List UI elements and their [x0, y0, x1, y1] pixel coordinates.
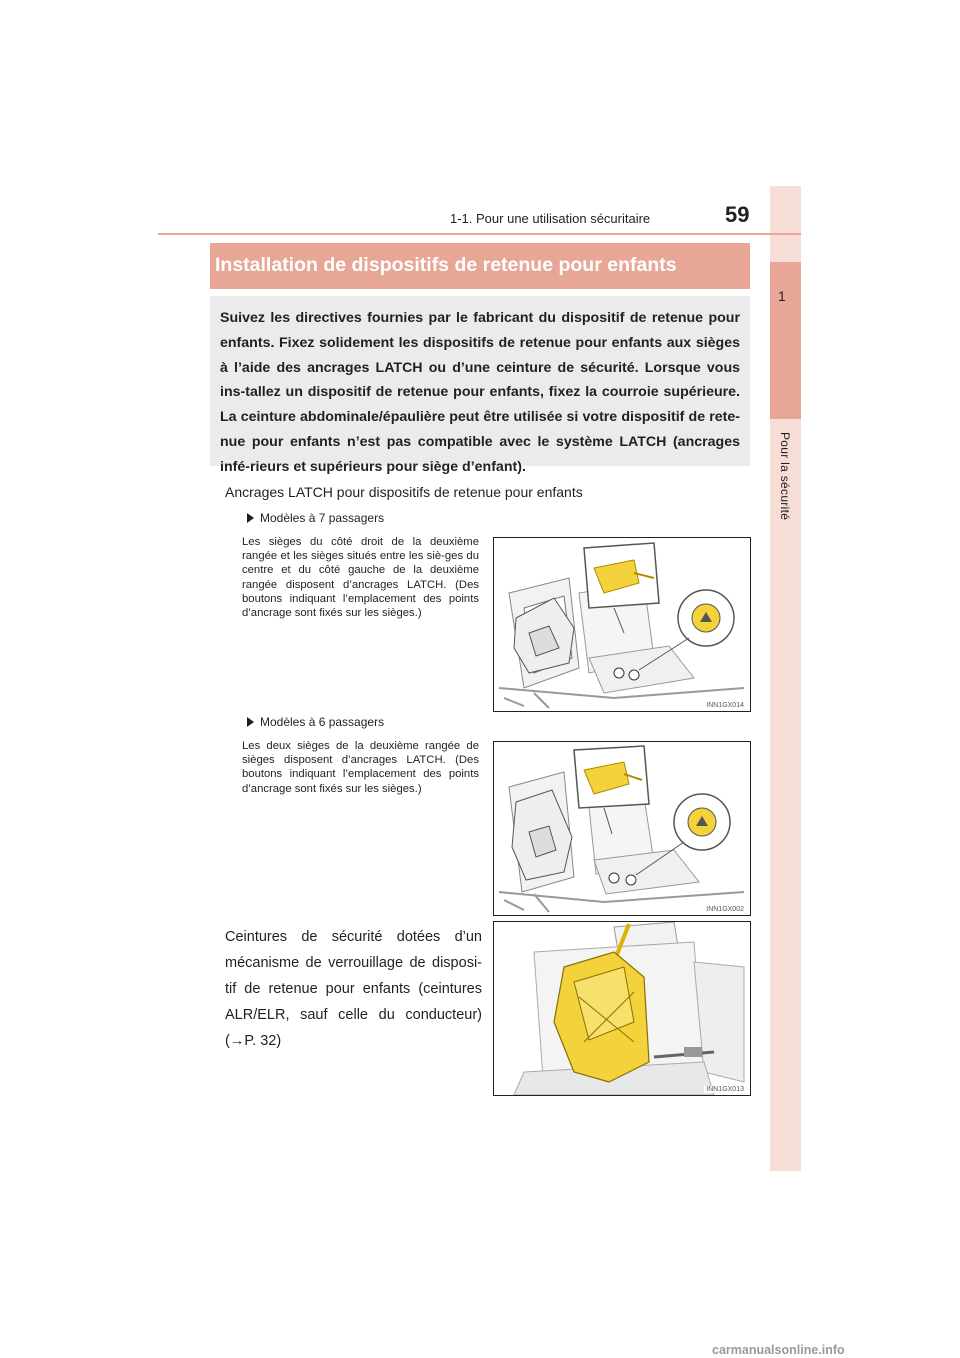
chapter-number: 1 — [778, 288, 786, 304]
figure-belt-seat — [493, 921, 751, 1096]
figure-code-7: INN1GX014 — [706, 702, 744, 709]
chapter-number-block — [770, 262, 801, 419]
model-label-6 — [247, 715, 384, 729]
page-title: Installation de dispositifs de retenue pour enfants — [215, 254, 677, 276]
figure-code-belt: INN1GX013 — [706, 1086, 744, 1093]
triangle-bullet-icon — [247, 717, 254, 727]
header-rule — [158, 233, 801, 235]
belts-text: Ceintures de sécurité dotées d’un mécanisme de verrouillage de disposi-tif de retenue pour enfants (ceintures ALR/ELR, sauf celle du conducteur) (→P. 32) — [225, 929, 482, 1049]
latch-heading: Ancrages LATCH pour dispositifs de retenue pour enfants — [225, 484, 583, 500]
model-label-7-text: Modèles à 7 passagers — [260, 511, 385, 525]
model-label-7 — [247, 511, 384, 525]
seat-illustration-7 — [494, 538, 750, 711]
page-number: 59 — [725, 202, 750, 227]
chapter-label: Pour la sécurité — [778, 432, 792, 521]
intro-box — [210, 296, 750, 475]
belt-seat-illustration — [494, 922, 750, 1095]
watermark: carmanualsonline.info — [712, 1343, 845, 1357]
seat-illustration-6 — [494, 742, 750, 915]
intro-text: Suivez les directives fournies par le fabricant du dispositif de retenue pour enfants. Fixez solidement les dispositifs de retenue pour enfants aux sièges à l’aide des ancrages LATCH ou d’une ceinture de sécurité. Lorsque vous ins-tallez un dispositif de retenue pour enfants, fixez la courroie supérieure. La ceinture abdominale/épaulière peut être utilisée si votre dispositif de rete-nue pour enfants n’est pas compatible avec le système LATCH (ancrages infé-rieurs et supérieurs pour siège d’enfant). — [220, 310, 740, 475]
triangle-bullet-icon — [247, 513, 254, 523]
model-desc-6: Les deux sièges de la deuxième rangée de sièges disposent d’ancrages LATCH. (Des boutons indiquant l’emplacement des points d’ancrage sont fixés sur les sièges.) — [242, 740, 479, 795]
figure-7-passengers — [493, 537, 751, 712]
model-label-6-text: Modèles à 6 passagers — [260, 715, 385, 729]
figure-6-passengers — [493, 741, 751, 916]
model-desc-7: Les sièges du côté droit de la deuxième rangée et les sièges situés entre les siè-ges du centre et du côté gauche de la deuxième rangée disposent d’ancrages LATCH. (Des boutons indiquant l’emplacement des points d’ancrage sont fixés sur les sièges.) — [242, 536, 479, 620]
figure-code-6: INN1GX002 — [706, 906, 744, 913]
section-title: 1-1. Pour une utilisation sécuritaire — [450, 211, 651, 226]
